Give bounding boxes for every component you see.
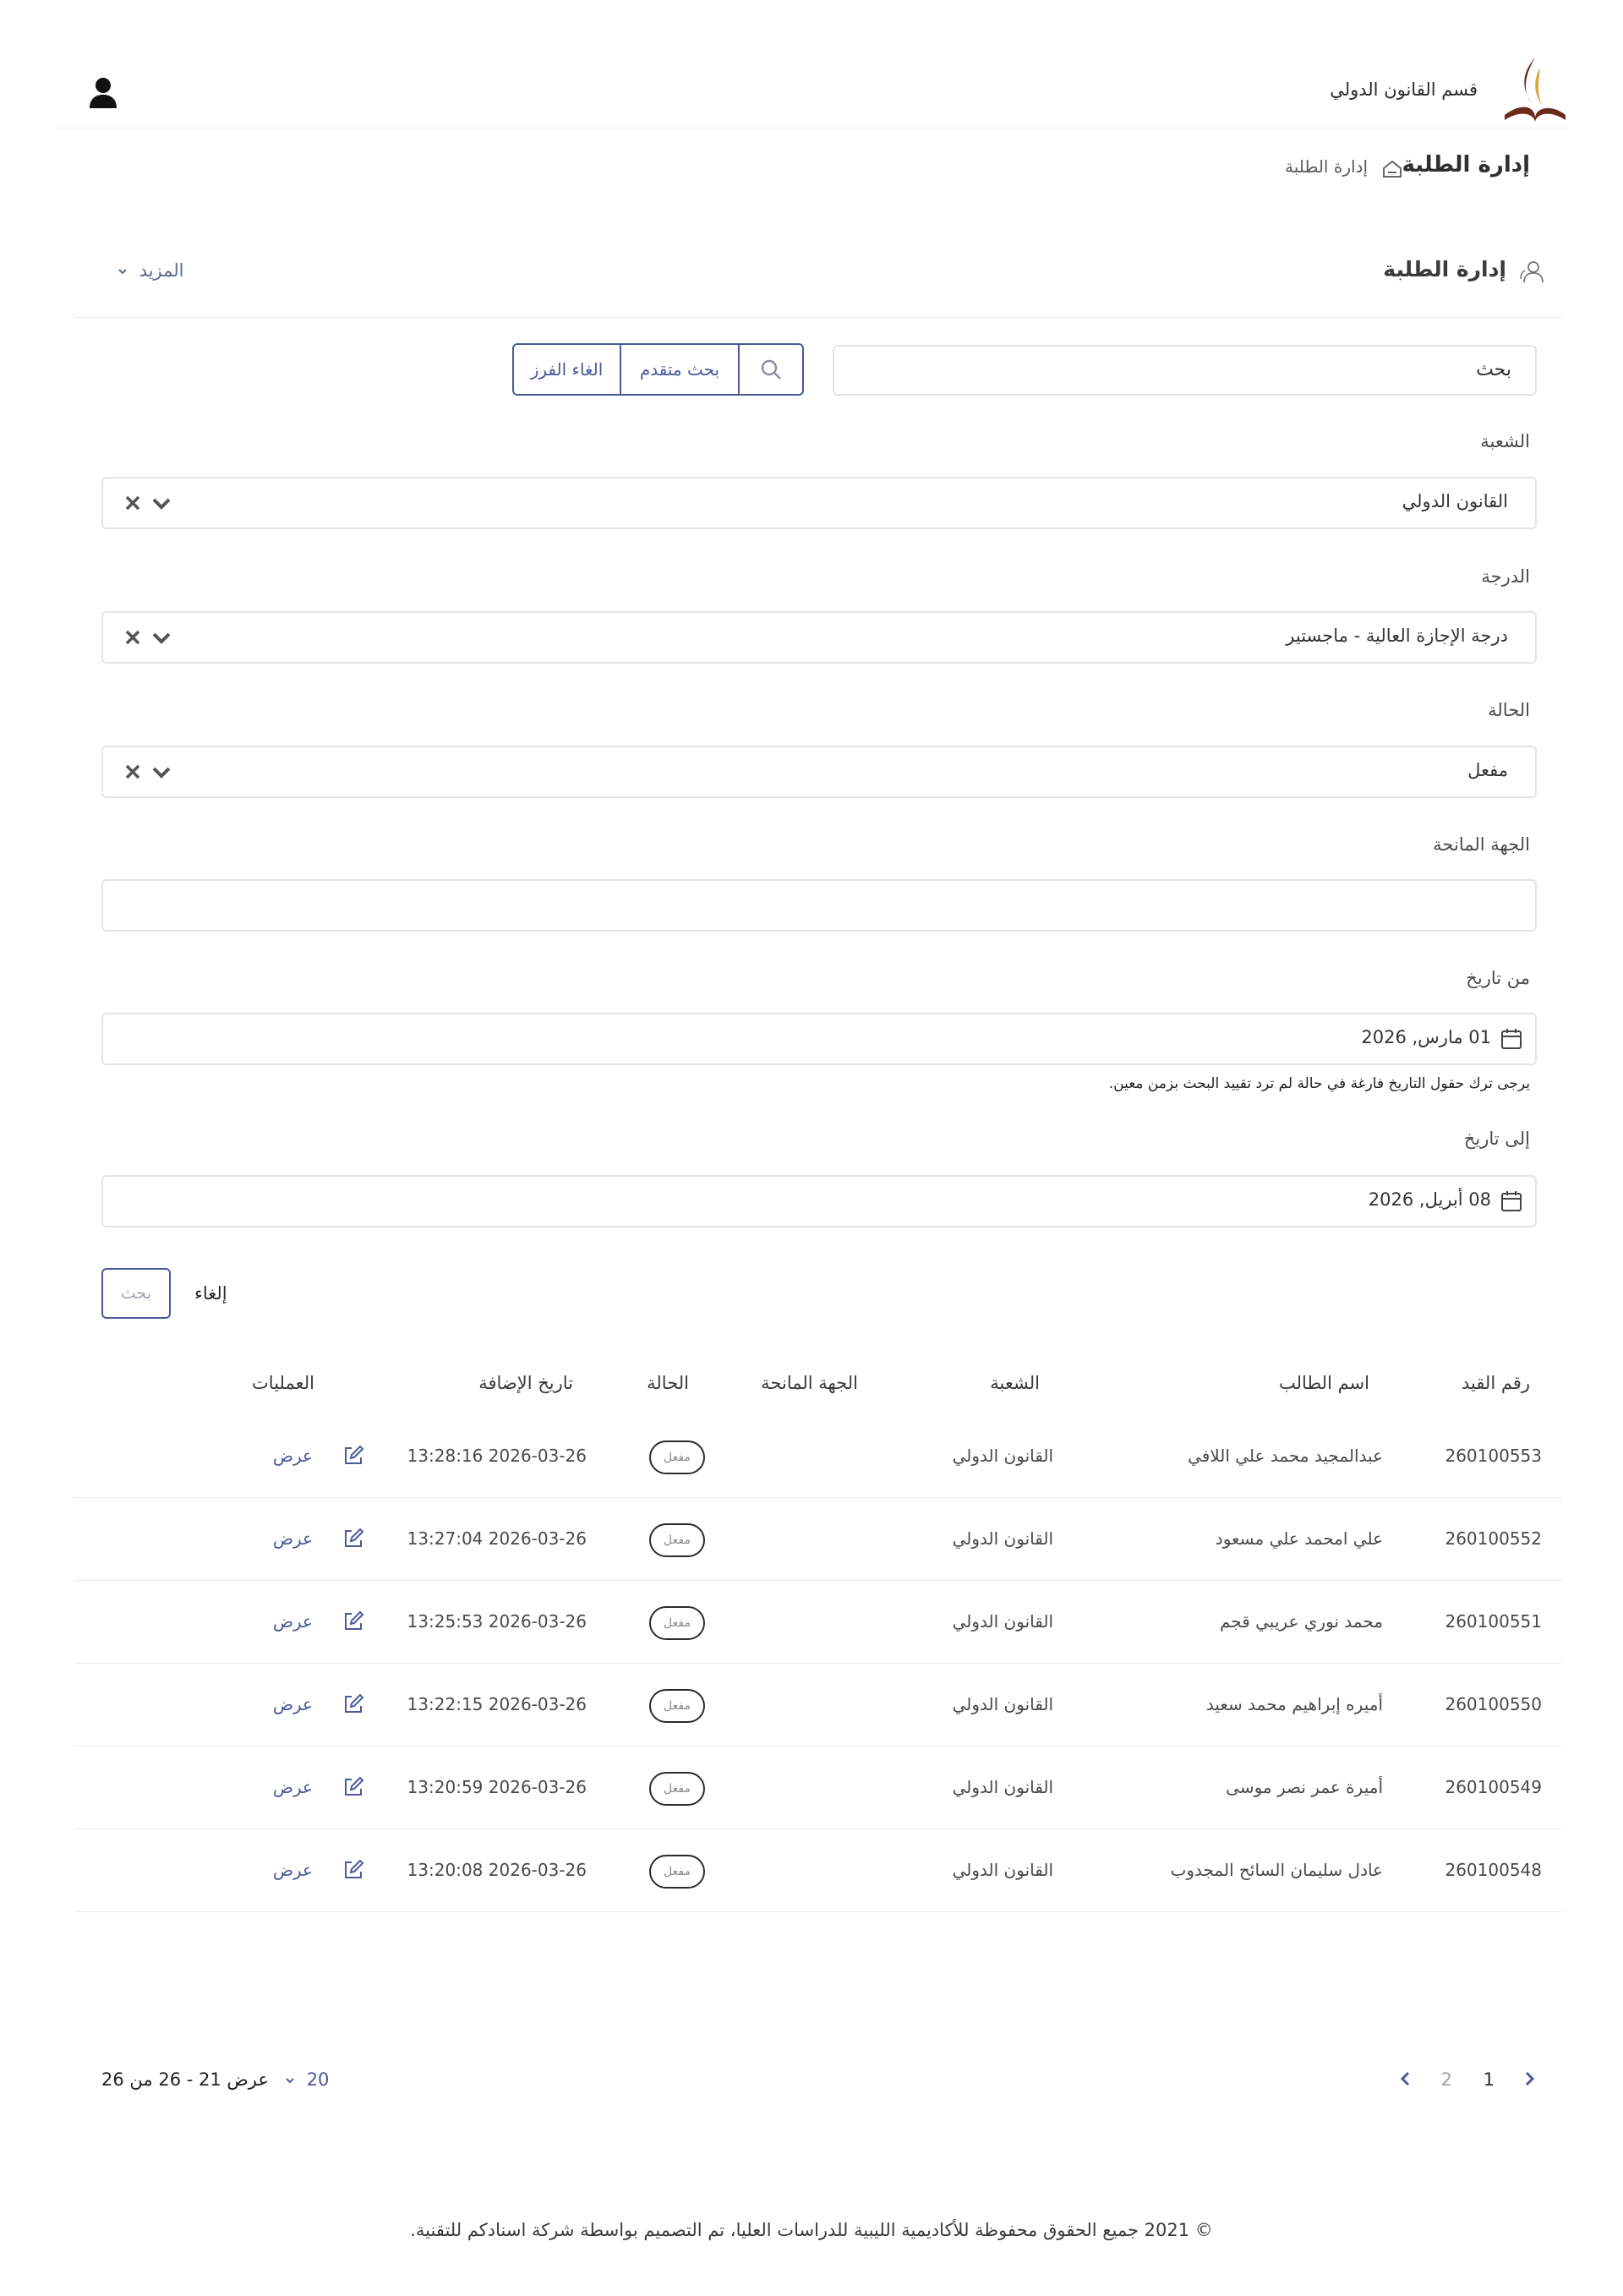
from-date-value: 01 مارس, 2026 [1361, 1027, 1491, 1047]
status-badge: مفعل [649, 1855, 705, 1889]
chevron-down-icon[interactable] [150, 626, 172, 648]
submit-search-button[interactable]: بحث [101, 1268, 171, 1319]
card-title: إدارة الطلبة [1383, 257, 1506, 282]
cell-id: 260100553 [1445, 1446, 1542, 1466]
edit-icon[interactable] [342, 1444, 365, 1468]
search-button-group [512, 343, 804, 396]
status-badge: مفعل [649, 1523, 705, 1557]
cell-division: القانون الدولي [952, 1694, 1053, 1714]
status-badge: مفعل [649, 1606, 705, 1640]
more-label: المزيد [139, 260, 184, 281]
table-row [74, 1747, 1562, 1829]
view-link[interactable]: عرض [272, 1777, 313, 1797]
search-icon [760, 358, 782, 380]
to-date-value: 08 أبريل, 2026 [1368, 1189, 1491, 1210]
cell-id: 260100551 [1445, 1611, 1542, 1632]
header-ops: العمليات [252, 1373, 314, 1393]
chevron-down-icon [284, 2075, 296, 2086]
degree-select[interactable] [101, 611, 1537, 664]
calendar-icon[interactable] [1500, 1027, 1523, 1051]
search-input[interactable]: بحث [833, 345, 1537, 396]
footer-text: © 2021 جميع الحقوق محفوظة للأكاديمية الليبية للدراسات العليا، تم التصميم بواسطة شركة اسنادكم للتقنية. [410, 2220, 1213, 2240]
cell-added: 2026-03-26 13:25:53 [407, 1611, 587, 1632]
per-page-value: 20 [306, 2069, 330, 2090]
view-link[interactable]: عرض [272, 1446, 313, 1466]
view-link[interactable]: عرض [272, 1528, 313, 1549]
edit-icon[interactable] [342, 1610, 365, 1633]
cell-id: 260100550 [1445, 1694, 1542, 1714]
chevron-right-icon[interactable] [1520, 2068, 1538, 2090]
degree-label: الدرجة [1481, 566, 1530, 587]
advanced-search-button[interactable]: بحث متقدم [620, 345, 738, 394]
cell-added: 2026-03-26 13:22:15 [407, 1694, 587, 1714]
status-select[interactable] [101, 746, 1537, 798]
cell-division: القانون الدولي [952, 1860, 1053, 1880]
status-value: مفعل [1467, 760, 1508, 780]
cell-id: 260100548 [1445, 1860, 1542, 1880]
chevron-down-icon[interactable] [150, 761, 172, 783]
cell-name: محمد نوري عريبي قجم [1220, 1611, 1383, 1632]
status-badge: مفعل [649, 1440, 705, 1474]
calendar-icon[interactable] [1500, 1189, 1523, 1213]
clear-icon[interactable] [123, 763, 142, 781]
header-grantor[interactable]: الجهة المانحة [761, 1373, 858, 1393]
table-row [74, 1829, 1562, 1912]
status-label: الحالة [1488, 700, 1530, 720]
clear-sort-button[interactable]: الغاء الفرز [530, 359, 604, 380]
edit-icon[interactable] [342, 1692, 365, 1716]
user-icon[interactable] [88, 76, 118, 108]
division-value: القانون الدولي [1402, 491, 1508, 511]
edit-icon[interactable] [342, 1775, 365, 1799]
date-hint: يرجى ترك حقول التاريخ فارغة في حالة لم ترد تقييد البحث بزمن معين. [1108, 1075, 1530, 1092]
table-row [74, 1581, 1562, 1664]
grantor-input[interactable] [101, 879, 1537, 932]
header-name[interactable]: اسم الطالب [1279, 1373, 1369, 1393]
pagination-summary: عرض 21 - 26 من 26 [101, 2069, 269, 2090]
page-1-button[interactable]: 1 [1483, 2069, 1495, 2090]
cancel-button[interactable]: إلغاء [194, 1283, 227, 1304]
cell-division: القانون الدولي [952, 1611, 1053, 1632]
division-label: الشعبة [1480, 431, 1530, 451]
cell-added: 2026-03-26 13:27:04 [407, 1528, 587, 1549]
to-date-input[interactable] [101, 1175, 1537, 1227]
chevron-down-icon [117, 265, 128, 277]
clear-icon[interactable] [123, 494, 142, 512]
from-date-label: من تاريخ [1466, 968, 1530, 988]
users-icon [1520, 259, 1545, 284]
header-added[interactable]: تاريخ الإضافة [478, 1373, 573, 1393]
chevron-left-icon[interactable] [1396, 2068, 1415, 2090]
from-date-input[interactable] [101, 1013, 1537, 1065]
cell-added: 2026-03-26 13:28:16 [407, 1446, 587, 1466]
table-row [74, 1664, 1562, 1747]
cell-division: القانون الدولي [952, 1528, 1053, 1549]
page-title: إدارة الطلبة [1402, 152, 1530, 178]
cell-name: أميره إبراهيم محمد سعيد [1205, 1694, 1383, 1714]
breadcrumb-link[interactable]: إدارة الطلبة [1285, 156, 1368, 177]
cell-name: علي امحمد علي مسعود [1215, 1528, 1383, 1549]
header-division[interactable]: الشعبة [990, 1373, 1040, 1393]
more-dropdown[interactable] [117, 260, 184, 281]
cell-name: أميرة عمر نصر موسى [1226, 1777, 1383, 1797]
edit-icon[interactable] [342, 1527, 365, 1550]
status-badge: مفعل [649, 1689, 705, 1723]
per-page-select[interactable] [284, 2069, 329, 2090]
view-link[interactable]: عرض [272, 1860, 313, 1880]
search-button[interactable] [738, 345, 802, 394]
academy-logo-icon[interactable] [1498, 56, 1569, 123]
cell-division: القانون الدولي [952, 1446, 1053, 1466]
chevron-down-icon[interactable] [150, 492, 172, 514]
cell-name: عادل سليمان السائح المجدوب [1170, 1860, 1383, 1880]
cell-name: عبدالمجيد محمد علي اللافي [1188, 1446, 1383, 1466]
table-row [74, 1498, 1562, 1581]
cell-added: 2026-03-26 13:20:08 [407, 1860, 587, 1880]
header-id[interactable]: رقم القيد [1461, 1373, 1530, 1393]
division-select[interactable] [101, 477, 1537, 529]
status-badge: مفعل [649, 1772, 705, 1806]
edit-icon[interactable] [342, 1858, 365, 1882]
top-navbar [56, 0, 1569, 128]
grantor-label: الجهة المانحة [1433, 834, 1530, 855]
view-link[interactable]: عرض [272, 1611, 313, 1632]
degree-value: درجة الإجازة العالية - ماجستير [1286, 626, 1508, 646]
card-header [74, 245, 1562, 318]
app-title: قسم القانون الدولي [1330, 79, 1478, 100]
cell-id: 260100549 [1445, 1777, 1542, 1797]
home-icon[interactable] [1381, 159, 1403, 179]
view-link[interactable]: عرض [272, 1694, 313, 1714]
to-date-label: إلى تاريخ [1463, 1129, 1530, 1149]
page-2-button[interactable]: 2 [1440, 2069, 1452, 2090]
cell-division: القانون الدولي [952, 1777, 1053, 1797]
header-status[interactable]: الحالة [647, 1373, 689, 1393]
cell-added: 2026-03-26 13:20:59 [407, 1777, 587, 1797]
table-row [74, 1415, 1562, 1498]
cell-id: 260100552 [1445, 1528, 1542, 1549]
clear-icon[interactable] [123, 628, 142, 647]
